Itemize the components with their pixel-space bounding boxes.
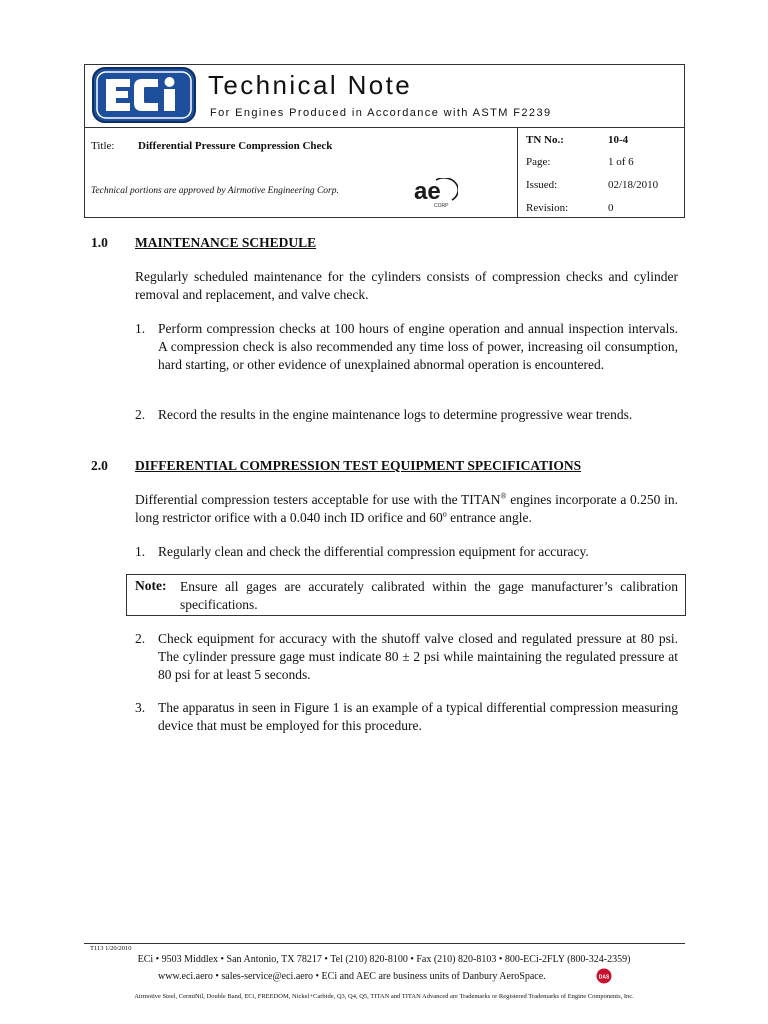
svg-text:DAS: DAS [598,974,610,981]
list-item-number: 1. [135,321,146,336]
svg-text:ae: ae [414,178,441,205]
note-label: Note: [135,578,167,593]
list-item-text: Check equipment for accuracy with the shutoff valve closed and regulated pressure at 80 psi. The cylinder pressure gage must indicate 80 ± 2 psi while maintaining the regulated pressure at 80 psi for at least 5 seconds. [158,631,678,682]
footer-contact: www.eci.aero • sales-service@eci.aero • ECi and AEC are business units of Danbury AeroSpace. [158,971,546,982]
document-title: Technical Note [208,70,413,100]
list-item-text: The apparatus in seen in Figure 1 is an example of a typical differential compression measuring device that must be employed for this procedure. [158,700,678,733]
issued-value: 02/18/2010 [608,179,659,191]
list-item-number: 2. [135,407,146,422]
section-title: DIFFERENTIAL COMPRESSION TEST EQUIPMENT SPECIFICATIONS [135,458,582,473]
header-divider [84,127,685,128]
section-intro: Differential compression testers acceptable for use with the TITAN® engines incorporate a 0.250 in. long restrictor orifice with a 0.040 inch ID orifice and 60$^o$ entrance angle. [135,491,678,525]
list-item-number: 3. [135,700,146,715]
list-item-number: 1. [135,544,146,559]
page-label: Page: [526,156,551,168]
note-text: Ensure all gages are accurately calibrated within the gage manufacturer’s calibration specifications. [180,579,678,612]
ae-corp-logo [412,178,458,208]
eci-logo [92,67,196,123]
approval-note: Technical portions are approved by Airmotive Engineering Corp. [91,186,339,196]
document-subtitle: For Engines Produced in Accordance with ASTM F2239 [210,107,552,119]
title-label: Title: [91,140,115,152]
issued-label: Issued: [526,179,558,191]
section-title: MAINTENANCE SCHEDULE [135,235,317,250]
footer-address: ECi • 9503 Middlex • San Antonio, TX 78217 • Tel (210) 820-8100 • Fax (210) 820-8103 • 800-ECi-2FLY (800-324-2359) [137,954,631,965]
tn-label: TN No.: [526,134,564,146]
section-intro: Regularly scheduled maintenance for the cylinders consists of compression checks and cylinder removal and replacement, and valve check. [135,269,678,302]
degree-mark: o [442,509,447,519]
revision-value: 0 [608,202,614,214]
meta-divider [517,127,518,218]
registered-mark: ® [500,491,507,501]
footer-rule [84,943,685,944]
revision-label: Revision: [526,202,569,214]
list-item-text: Regularly clean and check the differential compression equipment for accuracy. [158,544,589,559]
form-id: T113 1/20/2010 [90,945,132,952]
page-value: 1 of 6 [608,156,634,168]
title-value: Differential Pressure Compression Check [138,140,333,152]
list-item-text: Perform compression checks at 100 hours of engine operation and annual inspection intervals. A compression check is also recommended any time loss of power, increasing oil consumption, hard starting, or other evidence of unexplained abnormal operation is encountered. [158,321,678,372]
svg-text:CORP: CORP [434,203,449,208]
das-logo [596,968,612,984]
section-number: 2.0 [91,458,108,473]
tn-value: 10-4 [608,134,629,146]
list-item-text: Record the results in the engine maintenance logs to determine progressive wear trends. [158,407,633,422]
list-item-number: 2. [135,631,146,646]
section-number: 1.0 [91,235,108,250]
footer-trademarks: Airmotive Steel, CermiNil, Double Band, ECi, FREEDOM, Nickel+Carbide, Q3, Q4, Q5, TITAN and TITAN Advanced are Trademarks or Registered Trademarks of Engine Components, Inc. [134,993,634,1000]
